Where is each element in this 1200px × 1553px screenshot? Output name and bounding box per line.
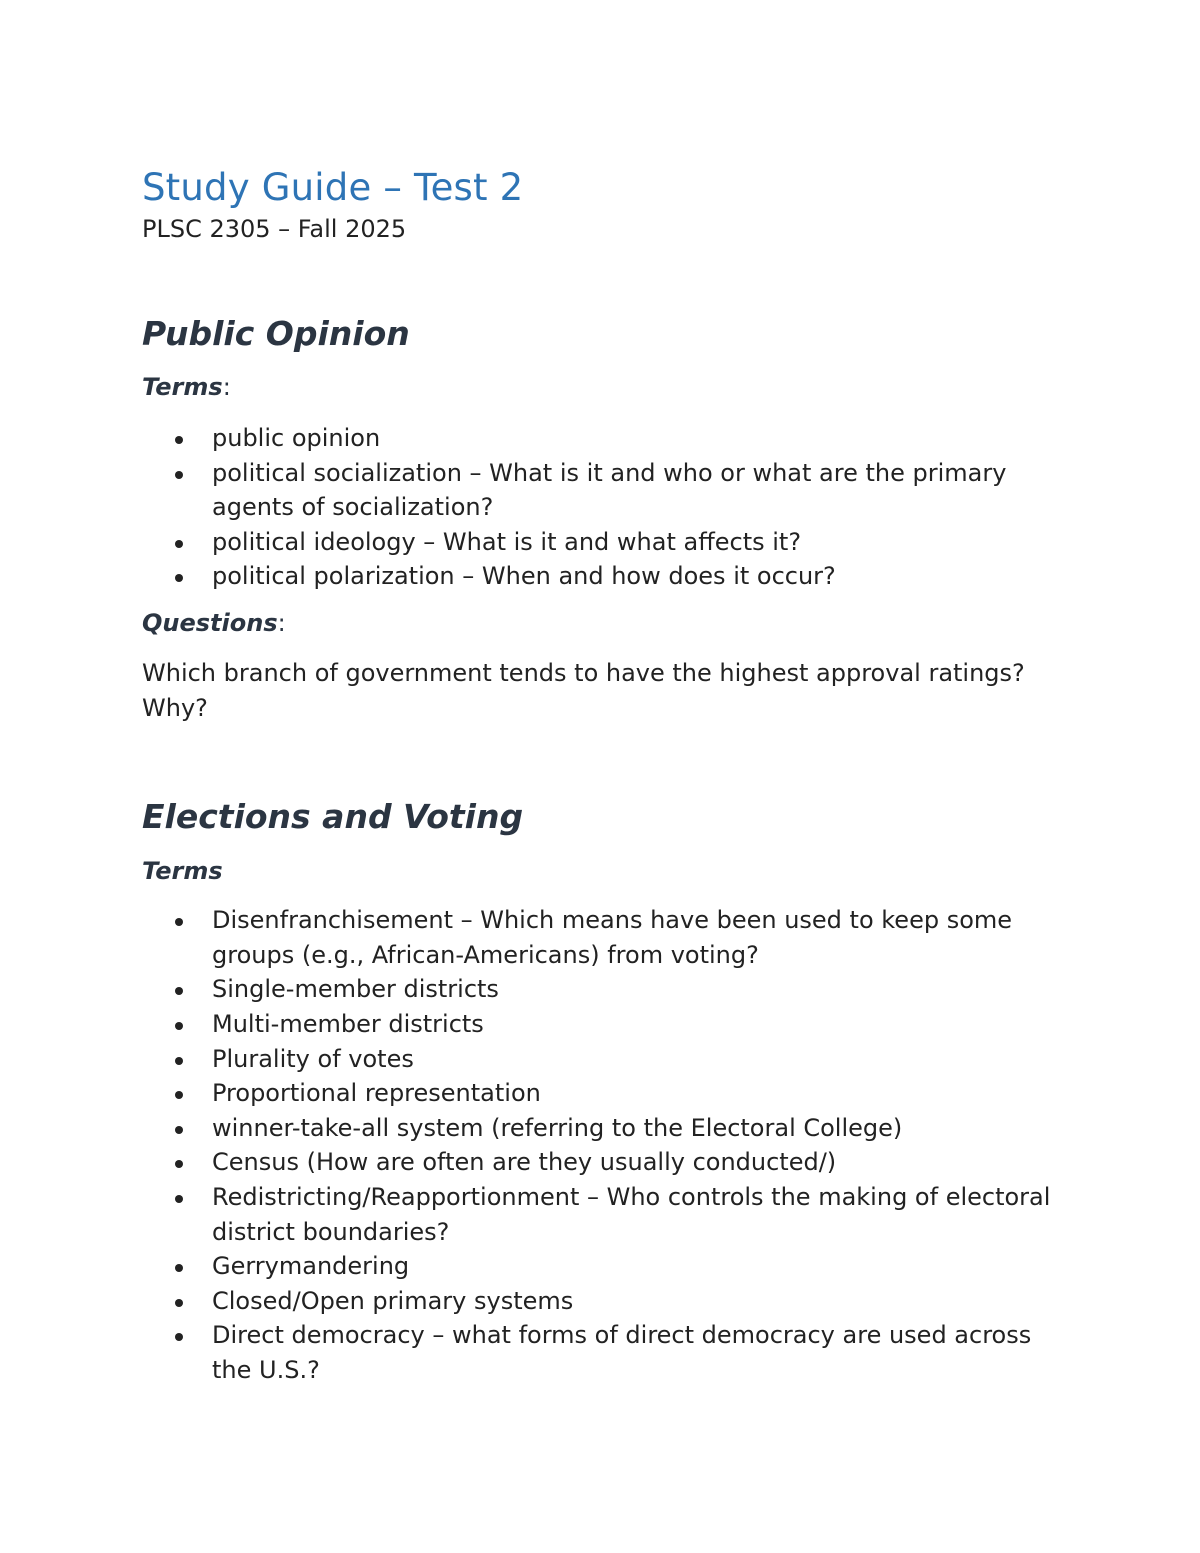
list-item xyxy=(142,1042,1072,1077)
section-heading: Elections and Voting xyxy=(142,797,524,837)
term-text: Plurality of votes xyxy=(212,1044,414,1073)
bullet-icon xyxy=(175,574,183,582)
document-page xyxy=(142,160,1072,1387)
questions-label-text: Questions xyxy=(142,608,278,637)
bullet-icon xyxy=(175,471,183,479)
list-item xyxy=(142,1076,1072,1111)
term-text: Direct democracy – what forms of direct democracy are used across the U.S.? xyxy=(212,1321,1032,1384)
term-text: political ideology – What is it and what affects it? xyxy=(212,527,802,556)
bullet-icon xyxy=(175,918,183,926)
list-item xyxy=(142,1007,1072,1042)
bullet-icon xyxy=(175,1195,183,1203)
list-item xyxy=(142,1111,1072,1146)
term-text: Multi-member districts xyxy=(212,1009,484,1038)
terms-label xyxy=(142,371,1072,403)
bullet-icon xyxy=(175,540,183,548)
list-item xyxy=(142,456,1072,525)
list-item xyxy=(142,1318,1072,1387)
bullet-icon xyxy=(175,1057,183,1065)
term-text: Single-member districts xyxy=(212,975,499,1004)
bullet-icon xyxy=(175,436,183,444)
list-item xyxy=(142,1145,1072,1180)
list-item xyxy=(142,559,1072,594)
list-item xyxy=(142,421,1072,456)
term-text: Closed/Open primary systems xyxy=(212,1286,574,1315)
question-text: Which branch of government tends to have the highest approval ratings? Why? xyxy=(142,658,1041,722)
section-public-opinion xyxy=(142,312,1072,725)
term-text: political socialization – What is it and who or what are the primary agents of socialization? xyxy=(212,458,1007,522)
document-subtitle: PLSC 2305 – Fall 2025 xyxy=(142,215,407,243)
bullet-icon xyxy=(175,1126,183,1134)
term-text: Gerrymandering xyxy=(212,1252,410,1281)
bullet-icon xyxy=(175,1299,183,1307)
questions-label-colon: : xyxy=(277,608,286,637)
list-item xyxy=(142,1180,1072,1249)
list-item xyxy=(142,972,1072,1007)
term-text: winner-take-all system (referring to the Electoral College) xyxy=(212,1113,903,1142)
list-item xyxy=(142,1284,1072,1319)
bullet-icon xyxy=(175,1333,183,1341)
section-elections-and-voting xyxy=(142,795,1072,1387)
terms-list xyxy=(142,903,1072,1387)
list-item xyxy=(142,1249,1072,1284)
term-text: Redistricting/Reapportionment – Who controls the making of electoral district boundaries? xyxy=(212,1182,1051,1246)
term-text: public opinion xyxy=(212,424,381,452)
terms-list xyxy=(142,421,1072,594)
section-heading: Public Opinion xyxy=(142,314,410,353)
bullet-icon xyxy=(175,1264,183,1272)
term-text: Disenfranchisement – Which means have been used to keep some groups (e.g., African-Americans) from voting? xyxy=(212,906,1013,969)
list-item xyxy=(142,525,1072,560)
term-text: Proportional representation xyxy=(212,1079,541,1108)
term-text: political polarization – When and how does it occur? xyxy=(212,562,836,591)
terms-label-text: Terms xyxy=(142,857,223,886)
terms-label-colon: : xyxy=(222,373,231,401)
list-item xyxy=(142,903,1072,972)
bullet-icon xyxy=(175,987,183,995)
terms-label xyxy=(142,855,1072,887)
questions-label xyxy=(142,607,1072,639)
term-text: Census (How are often are they usually conducted/) xyxy=(212,1148,837,1177)
document-title: Study Guide – Test 2 xyxy=(142,166,524,209)
bullet-icon xyxy=(175,1091,183,1099)
bullet-icon xyxy=(175,1022,183,1030)
terms-label-text: Terms xyxy=(142,373,223,401)
bullet-icon xyxy=(175,1160,183,1168)
